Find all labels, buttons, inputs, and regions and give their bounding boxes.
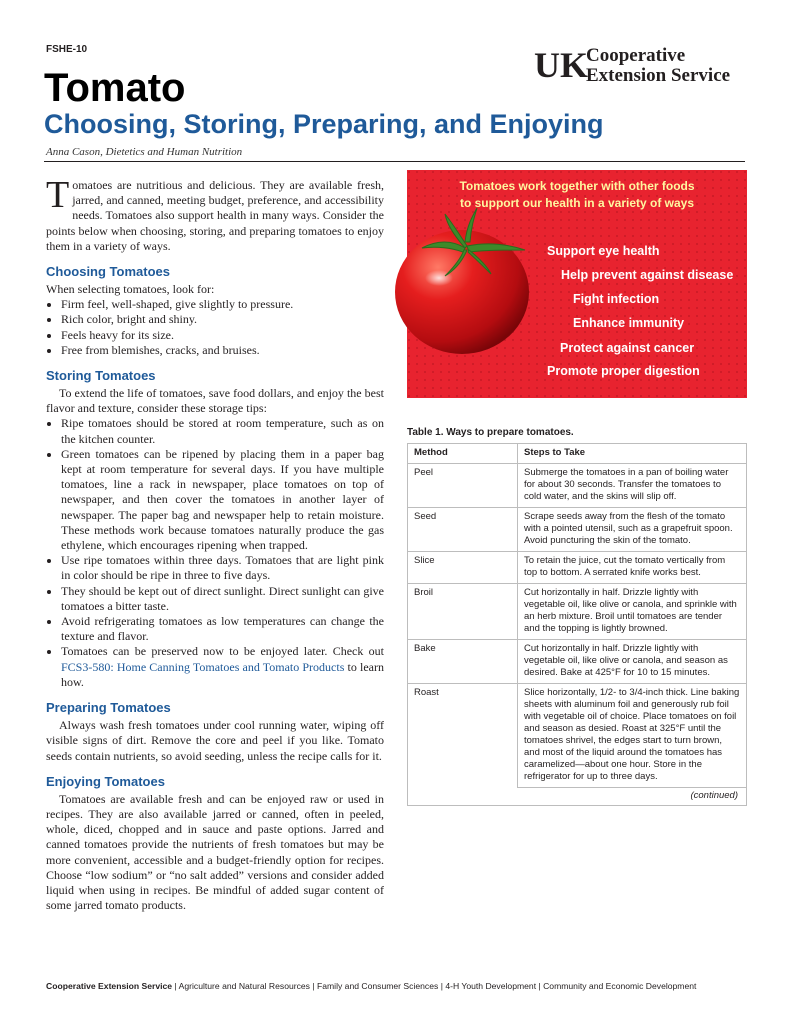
canning-publication-link[interactable]: FCS3-580: Home Canning Tomatoes and Tomato Products: [61, 659, 345, 674]
method-cell: Seed: [408, 508, 518, 552]
logo-line-2: Extension Service: [586, 65, 731, 86]
callout-heading: Tomatoes work together with other foods to support our health in a variety of ways: [459, 179, 695, 210]
storing-list: [46, 416, 384, 690]
footer-units: | Agriculture and Natural Resources | Family and Consumer Sciences | 4-H Youth Development | Community and Economic Development: [172, 981, 697, 991]
benefit-item: Protect against cancer: [560, 341, 695, 355]
steps-cell: Cut horizontally in half. Drizzle lightly with vegetable oil, like olive or canola, and sprinkle with an herb mixture. Broil until tomatoes are tender and the topping is lightly browned.: [518, 584, 747, 640]
benefit-item: Enhance immunity: [573, 316, 685, 330]
table-row: [408, 552, 747, 584]
column-header: Method: [408, 444, 518, 464]
list-item: • Tomatoes can be preserved now to be enjoyed later. Check out FCS3-580: Home Canning Tomatoes and Tomato Products to learn how.: [61, 644, 384, 690]
table-header-row: [408, 444, 747, 464]
list-item: • Avoid refrigerating tomatoes as low temperatures can change the texture and flavor.: [61, 614, 384, 644]
preparation-table: [407, 443, 747, 806]
health-benefits-callout: [407, 170, 747, 398]
list-item: • They should be kept out of direct sunlight. Direct sunlight can give tomatoes a bitter taste.: [61, 584, 384, 614]
left-column: [46, 174, 384, 913]
benefit-item: Fight infection: [573, 292, 660, 306]
preparing-paragraph: Always wash fresh tomatoes under cool running water, wiping off visible signs of dirt. Remove the core and peel if you like. Tomato seeds contain nutrients, so avoid seeding, unless the recipe calls for it.: [46, 718, 384, 763]
choosing-lead: When selecting tomatoes, look for:: [46, 282, 215, 297]
list-item: • Use ripe tomatoes within three days. Tomatoes that are light pink in color should be ripe in three to five days.: [61, 553, 384, 583]
table-row: [408, 584, 747, 640]
author-line: Anna Cason, Dietetics and Human Nutrition: [46, 146, 243, 158]
page-subtitle: Choosing, Storing, Preparing, and Enjoying: [44, 109, 604, 139]
storing-heading: Storing Tomatoes: [46, 368, 156, 384]
list-item: • Firm feel, well-shaped, give slightly to pressure.: [61, 297, 384, 312]
method-cell: Peel: [408, 464, 518, 508]
choosing-heading: Choosing Tomatoes: [46, 264, 170, 280]
footer-org: Cooperative Extension Service: [46, 981, 173, 991]
list-item: • Green tomatoes can be ripened by placing them in a paper bag kept at room temperature for several days. If you have multiple tomatoes, line a rack in newspaper, place tomatoes on top of newspaper, and then cover the tomatoes in another layer of newspaper. The paper bag and newspaper help to retain moisture. These methods work because tomatoes naturally produce the gas ethylene, which encourages ripening when trapped.: [61, 447, 384, 553]
list-item: • Feels heavy for its size.: [61, 328, 384, 343]
header-divider: [44, 161, 745, 162]
storing-lead: To extend the life of tomatoes, save food dollars, and enjoy the best flavor and texture, consider these storage tips:: [46, 386, 384, 416]
method-cell: Roast: [408, 684, 518, 788]
list-item: • Ripe tomatoes should be stored at room temperature, such as on the kitchen counter.: [61, 416, 384, 446]
table-row: [408, 684, 747, 788]
preparing-heading: Preparing Tomatoes: [46, 700, 171, 716]
footer-bar: [46, 981, 747, 991]
table-continued-row: [408, 788, 747, 806]
benefit-item: Promote proper digestion: [547, 364, 700, 378]
table-row: [408, 464, 747, 508]
svg-text:UK: UK: [534, 45, 588, 85]
enjoying-heading: Enjoying Tomatoes: [46, 773, 165, 789]
choosing-list: [46, 297, 384, 358]
steps-cell: Scrape seeds away from the flesh of the tomato with a pointed utensil, such as a grapefruit spoon. Avoid puncturing the skin of the tomato.: [518, 508, 747, 552]
steps-cell: Slice horizontally, 1/2- to 3/4-inch thick. Line baking sheets with aluminum foil and generously rub foil with vegetable oil of choice. Place tomatoes on foil and season as desied. Roast at 325°F until the tomatoes shrivel, the edges start to turn brown, and most of the liquid around the tomatoes has caramelized—about one hour. Store in the refrigerator for up to three days.: [518, 684, 747, 788]
list-item: • Rich color, bright and shiny.: [61, 312, 384, 327]
continued-note: (continued): [408, 788, 747, 806]
steps-cell: To retain the juice, cut the tomato vertically from top to bottom. A serrated knife works best.: [518, 552, 747, 584]
steps-cell: Cut horizontally in half. Drizzle lightly with vegetable oil, like olive or canola, and season as desired. Bake at 425°F for 10 to 15 minutes.: [518, 640, 747, 684]
method-cell: Slice: [408, 552, 518, 584]
benefit-item: Help prevent against disease: [561, 268, 734, 282]
list-item: • Free from blemishes, cracks, and bruises.: [61, 343, 384, 358]
table-row: [408, 508, 747, 552]
uk-logo-icon: [533, 44, 588, 85]
drop-cap: T: [46, 174, 70, 216]
method-cell: Bake: [408, 640, 518, 684]
page-title: Tomato: [44, 66, 186, 110]
uk-extension-logo: [533, 44, 748, 88]
logo-line-1: Cooperative: [586, 45, 686, 66]
benefit-item: Support eye health: [547, 244, 660, 258]
publication-code: FSHE-10: [46, 44, 88, 55]
intro-paragraph: Tomatoes are nutritious and delicious. They are available fresh, jarred, and canned, meeting budget, preference, and accessibility needs. Tomatoes also support health in many ways. Consider the points below when choosing, storing, and preparing tomatoes to enjoy them in a variety of ways.: [46, 174, 384, 253]
table-caption: Table 1. Ways to prepare tomatoes.: [407, 427, 574, 438]
enjoying-paragraph: Tomatoes are available fresh and can be enjoyed raw or used in recipes. They are also available jarred or canned, often in peeled, whole, diced, chopped and in sauce and paste options. Jarred and canned tomatoes provide the nutrients of fresh tomatoes but may be more convenient, accessible and a budget-friendly option for recipes. Choose “low sodium” or “no salt added” versions and consider added liquid when using in recipes. Be mindful of added sugar content of some jarred tomato products.: [46, 791, 384, 913]
table-row: [408, 640, 747, 684]
steps-cell: Submerge the tomatoes in a pan of boiling water for about 30 seconds. Transfer the tomatoes to cold water, and the skins will slip off.: [518, 464, 747, 508]
method-cell: Broil: [408, 584, 518, 640]
column-header: Steps to Take: [518, 444, 747, 464]
